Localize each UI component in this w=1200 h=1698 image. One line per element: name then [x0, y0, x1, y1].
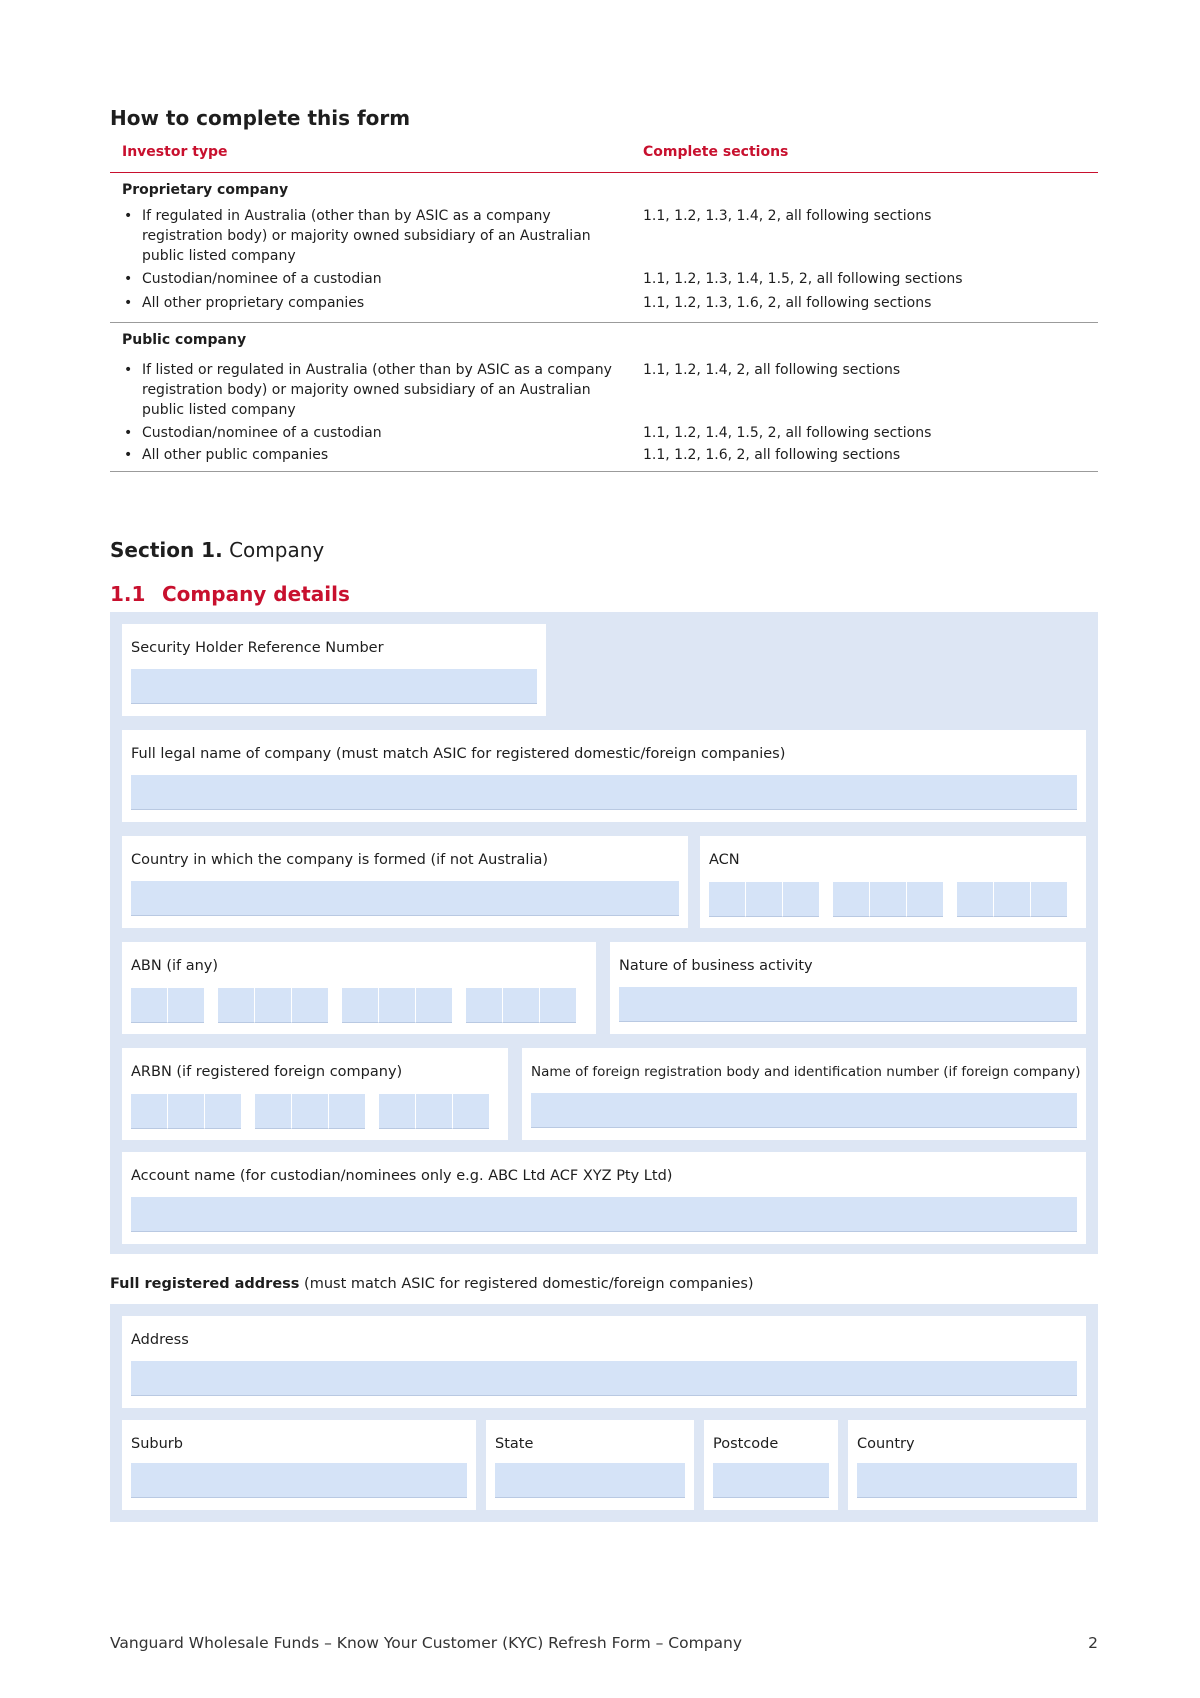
- nature-field-card: [610, 942, 1086, 1034]
- row-sections: 1.1, 1.2, 1.3, 1.4, 2, all following sections: [643, 208, 932, 224]
- country-formed-field-card: [122, 836, 688, 928]
- account-name-label: Account name (for custodian/nominees only e.g. ABC Ltd ACF XYZ Pty Ltd): [131, 1168, 673, 1184]
- address-heading-rest: (must match ASIC for registered domestic/foreign companies): [299, 1276, 754, 1292]
- group-title: Proprietary company: [122, 182, 289, 198]
- guide-title: How to complete this form: [110, 106, 411, 130]
- account-name-field-card: [122, 1152, 1086, 1244]
- country-formed-input[interactable]: [131, 881, 679, 916]
- row-text: All other public companies: [142, 447, 329, 463]
- col-complete-sections: Complete sections: [643, 144, 789, 160]
- state-label: State: [495, 1436, 534, 1452]
- legal-name-label: Full legal name of company (must match ASIC for registered domestic/foreign companies): [131, 746, 786, 762]
- group-title: Public company: [122, 332, 247, 348]
- company-details-panel: [110, 612, 1098, 1254]
- arbn-input[interactable]: [131, 1094, 489, 1128]
- country-formed-label: Country in which the company is formed (if not Australia): [131, 852, 549, 868]
- address-label: Address: [131, 1332, 189, 1348]
- state-input[interactable]: [495, 1463, 685, 1498]
- acn-input[interactable]: [709, 882, 1067, 916]
- srn-field-card: [122, 624, 546, 716]
- subsection-heading: [110, 582, 350, 606]
- suburb-label: Suburb: [131, 1436, 183, 1452]
- abn-input[interactable]: [131, 988, 576, 1022]
- address-panel: [110, 1304, 1098, 1522]
- row-sections: 1.1, 1.2, 1.4, 1.5, 2, all following sections: [643, 425, 932, 441]
- row-text: If regulated in Australia (other than by ASIC as a company registration body) or majority owned subsidiary of an Australian public listed company: [142, 208, 591, 264]
- subsection-number: 1.1: [110, 582, 146, 606]
- section-heading: [110, 538, 324, 562]
- guide-group-proprietary: [110, 173, 1098, 323]
- legal-name-input[interactable]: [131, 775, 1077, 810]
- arbn-field-card: [122, 1048, 508, 1140]
- col-investor-type: Investor type: [122, 144, 228, 160]
- srn-input[interactable]: [131, 669, 537, 704]
- postcode-input[interactable]: [713, 1463, 829, 1498]
- section-name: Company: [229, 538, 325, 562]
- bullet: •: [124, 362, 133, 378]
- foreign-body-input[interactable]: [531, 1093, 1077, 1128]
- subsection-title: Company details: [162, 582, 350, 606]
- legal-name-field-card: [122, 730, 1086, 822]
- country-field-card: [848, 1420, 1086, 1510]
- acn-label: ACN: [709, 852, 740, 868]
- suburb-field-card: [122, 1420, 476, 1510]
- row-sections: 1.1, 1.2, 1.4, 2, all following sections: [643, 362, 901, 378]
- row-text: Custodian/nominee of a custodian: [142, 271, 382, 287]
- bullet: •: [124, 295, 133, 311]
- guide-table: [110, 140, 1098, 472]
- foreign-body-field-card: [522, 1048, 1086, 1140]
- guide-header: [110, 140, 1098, 173]
- nature-label: Nature of business activity: [619, 958, 813, 974]
- bullet: •: [124, 208, 133, 224]
- account-name-input[interactable]: [131, 1197, 1077, 1232]
- bullet: •: [124, 447, 133, 463]
- postcode-label: Postcode: [713, 1436, 779, 1452]
- arbn-label: ARBN (if registered foreign company): [131, 1064, 403, 1080]
- bullet: •: [124, 425, 133, 441]
- row-text: If listed or regulated in Australia (other than by ASIC as a company registration body) or majority owned subsidiary of an Australian public listed company: [142, 362, 612, 418]
- row-sections: 1.1, 1.2, 1.6, 2, all following sections: [643, 447, 901, 463]
- srn-label: Security Holder Reference Number: [131, 640, 384, 656]
- page-number: 2: [1088, 1634, 1098, 1652]
- address-heading: [110, 1276, 754, 1292]
- address-input[interactable]: [131, 1361, 1077, 1396]
- foreign-body-label: Name of foreign registration body and identification number (if foreign company): [531, 1064, 1081, 1080]
- guide-group-public: [110, 323, 1098, 472]
- bullet: •: [124, 271, 133, 287]
- row-text: Custodian/nominee of a custodian: [142, 425, 382, 441]
- row-sections: 1.1, 1.2, 1.3, 1.4, 1.5, 2, all following sections: [643, 271, 963, 287]
- country-label: Country: [857, 1436, 915, 1452]
- postcode-field-card: [704, 1420, 838, 1510]
- abn-label: ABN (if any): [131, 958, 219, 974]
- country-input[interactable]: [857, 1463, 1077, 1498]
- footer-text: Vanguard Wholesale Funds – Know Your Customer (KYC) Refresh Form – Company: [110, 1634, 743, 1652]
- acn-field-card: [700, 836, 1086, 928]
- suburb-input[interactable]: [131, 1463, 467, 1498]
- section-label: Section 1.: [110, 538, 223, 562]
- abn-field-card: [122, 942, 596, 1034]
- address-field-card: [122, 1316, 1086, 1408]
- row-text: All other proprietary companies: [142, 295, 365, 311]
- address-heading-bold: Full registered address: [110, 1276, 300, 1292]
- nature-input[interactable]: [619, 987, 1077, 1022]
- state-field-card: [486, 1420, 694, 1510]
- row-sections: 1.1, 1.2, 1.3, 1.6, 2, all following sections: [643, 295, 932, 311]
